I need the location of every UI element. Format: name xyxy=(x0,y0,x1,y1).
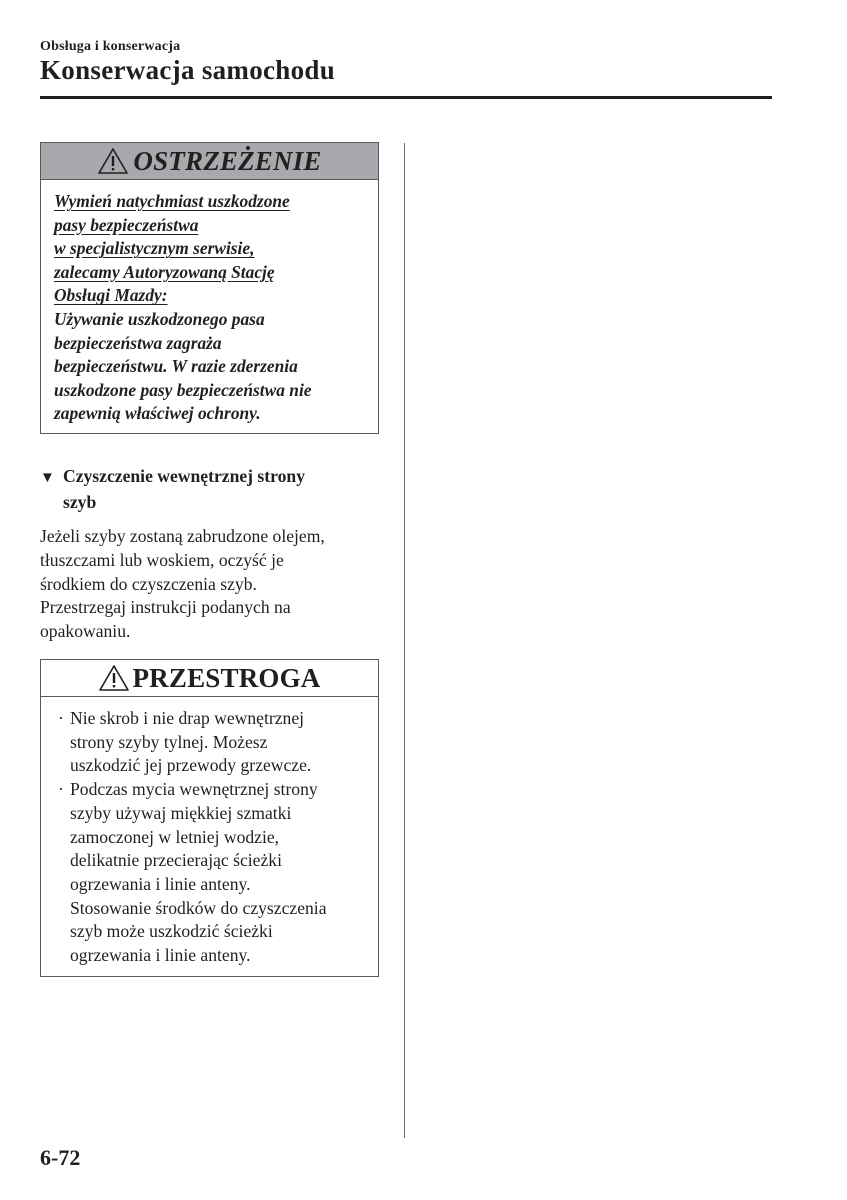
body-line: Przestrzegaj instrukcji podanych na xyxy=(40,597,291,618)
caution-line: Podczas mycia wewnętrznej strony xyxy=(70,779,318,800)
warning-header xyxy=(41,143,378,180)
caution-header xyxy=(41,660,378,697)
header-rule xyxy=(40,96,772,99)
caution-line: ogrzewania i linie anteny. xyxy=(70,873,251,894)
bullet-dot: · xyxy=(58,779,64,800)
caution-line: zamoczonej w letniej wodzie, xyxy=(70,826,280,847)
bullet-dot: · xyxy=(58,708,64,728)
caution-line: delikatnie przecierając ścieżki xyxy=(70,850,282,871)
list-item xyxy=(58,778,368,968)
warning-title: OSTRZEŻENIE xyxy=(133,145,322,176)
body-line: środkiem do czyszczenia szyb. xyxy=(40,573,257,594)
warning-box xyxy=(40,142,379,434)
page-number: 6-72 xyxy=(40,1145,81,1170)
list-item xyxy=(58,707,368,778)
body-line: tłuszczami lub woskiem, oczyść je xyxy=(40,549,284,570)
warning-line: Wymień natychmiast uszkodzone xyxy=(54,191,290,211)
warning-line: uszkodzone pasy bezpieczeństwa nie xyxy=(54,379,312,400)
warning-line: zapewnią właściwej ochrony. xyxy=(54,403,261,424)
warning-line: bezpieczeństwu. W razie zderzenia xyxy=(54,356,298,377)
body-line: Jeżeli szyby zostaną zabrudzone olejem, xyxy=(40,526,325,546)
caution-title: PRZESTROGA xyxy=(132,662,321,693)
caution-line: Nie skrob i nie drap wewnętrznej xyxy=(70,708,305,728)
warning-triangle-icon xyxy=(97,147,129,175)
caution-line: strony szyby tylnej. Możesz xyxy=(70,731,268,752)
body-line: opakowaniu. xyxy=(40,621,131,642)
warning-triangle-icon xyxy=(98,664,130,692)
column-divider xyxy=(404,143,405,1138)
warning-line: pasy bezpieczeństwa xyxy=(54,214,199,235)
warning-line: Używanie uszkodzonego pasa xyxy=(54,308,265,329)
warning-body xyxy=(41,180,378,426)
subsection-title-line: szyb xyxy=(63,492,97,512)
caution-line: szyb może uszkodzić ścieżki xyxy=(70,921,273,942)
caution-box xyxy=(40,659,379,977)
warning-line: w specjalistycznym serwisie, xyxy=(54,238,255,259)
triangle-down-icon: ▼ xyxy=(40,470,55,486)
warning-line: bezpieczeństwa zagraża xyxy=(54,332,222,353)
caution-line: uszkodzić jej przewody grzewcze. xyxy=(70,755,312,776)
subsection-heading xyxy=(40,464,370,514)
body-paragraph xyxy=(40,525,380,644)
caution-line: ogrzewania i linie anteny. xyxy=(70,945,251,966)
caution-body xyxy=(41,697,378,968)
warning-line: zalecamy Autoryzowaną Stację xyxy=(54,261,275,282)
caution-line: Stosowanie środków do czyszczenia xyxy=(70,897,327,918)
caution-line: szyby używaj miękkiej szmatki xyxy=(70,802,292,823)
warning-line: Obsługi Mazdy: xyxy=(54,285,168,306)
subsection-title-line: Czyszczenie wewnętrznej strony xyxy=(63,466,305,486)
section-label: Obsługa i konserwacja xyxy=(40,39,181,54)
page-title: Konserwacja samochodu xyxy=(40,55,336,85)
